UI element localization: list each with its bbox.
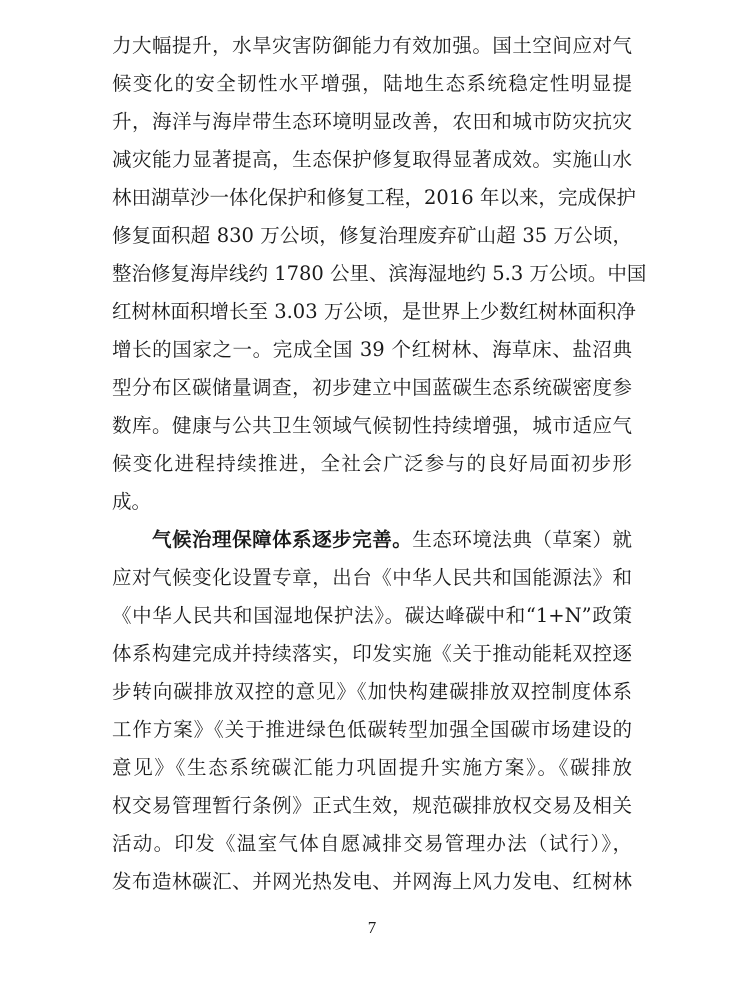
text-line: 修复面积超 830 万公顷，修复治理废弃矿山超 35 万公顷， [112, 224, 632, 247]
text-line: 林田湖草沙一体化保护和修复工程，2016 年以来，完成保护 [112, 186, 636, 209]
paragraph-governance-system [112, 521, 632, 901]
page-number: 7 [367, 918, 377, 937]
text-line: 候变化进程持续推进，全社会广泛参与的良好局面初步形 [112, 452, 632, 475]
text-line: 工作方案》《关于推进绿色低碳转型加强全国碳市场建设的 [112, 718, 632, 741]
text-line: 增长的国家之一。完成全国 39 个红树林、海草床、盐沼典 [112, 338, 632, 361]
text-line: 力大幅提升，水旱灾害防御能力有效加强。国土空间应对气 [112, 34, 632, 57]
text-line: 候变化的安全韧性水平增强，陆地生态系统稳定性明显提 [112, 72, 632, 95]
text-line: 体系构建完成并持续落实，印发实施《关于推动能耗双控逐 [112, 642, 632, 665]
text-line: 活动。印发《温室气体自愿减排交易管理办法（试行）》， [112, 832, 632, 855]
paragraph-adaptation-results [112, 27, 647, 521]
text-line: 减灾能力显著提高，生态保护修复取得显著成效。实施山水 [112, 148, 632, 171]
text-line: 意见》《生态系统碳汇能力巩固提升实施方案》。《碳排放 [112, 756, 632, 779]
text-line: 数库。健康与公共卫生领域气候韧性持续增强，城市适应气 [112, 414, 632, 437]
text-line: 红树林面积增长至 3.03 万公顷，是世界上少数红树林面积净 [112, 300, 636, 323]
text-run: 生态环境法典（草案）就 [412, 528, 632, 551]
text-line: 应对气候变化设置专章，出台《中华人民共和国能源法》和 [112, 566, 632, 589]
text-line: 升，海洋与海岸带生态环境明显改善，农田和城市防灾抗灾 [112, 110, 632, 133]
text-line: 《中华人民共和国湿地保护法》。碳达峰碳中和“1+N”政策 [112, 604, 632, 627]
text-line: 权交易管理暂行条例》正式生效，规范碳排放权交易及相关 [112, 794, 632, 817]
text-line: 型分布区碳储量调查，初步建立中国蓝碳生态系统碳密度参 [112, 376, 632, 399]
text-line: 成。 [112, 490, 152, 513]
text-line: 发布造林碳汇、并网光热发电、并网海上风力发电、红树林 [112, 870, 632, 893]
paragraph-heading: 气候治理保障体系逐步完善。 [152, 528, 413, 551]
text-line: 整治修复海岸线约 1780 公里、滨海湿地约 5.3 万公顷。中国 [112, 262, 647, 285]
text-line: 步转向碳排放双控的意见》《加快构建碳排放双控制度体系 [112, 680, 632, 703]
text-line [112, 521, 632, 559]
